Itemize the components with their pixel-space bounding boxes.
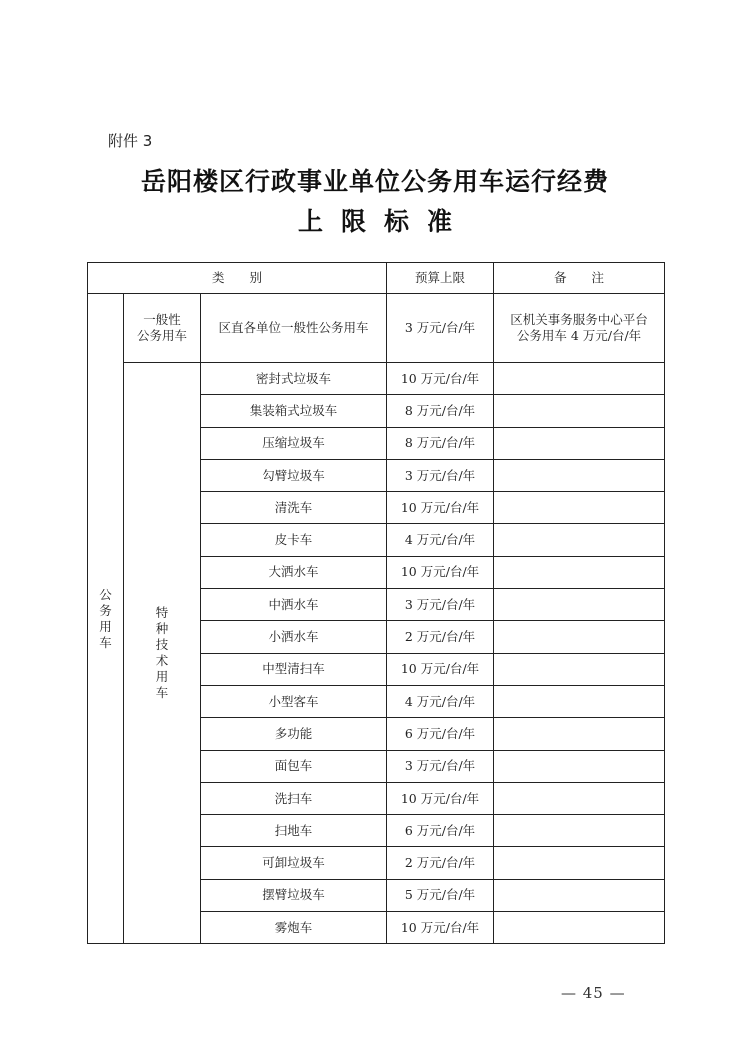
vehicle-name-cell: 勾臂垃圾车 xyxy=(201,459,387,491)
budget-cell: 3 万元/台/年 xyxy=(387,589,494,621)
remark-cell xyxy=(494,363,665,395)
budget-cell: 2 万元/台/年 xyxy=(387,847,494,879)
remark-cell xyxy=(494,653,665,685)
remark-cell xyxy=(494,815,665,847)
general-vehicle-name: 区直各单位一般性公务用车 xyxy=(201,294,387,363)
table-row-general xyxy=(88,294,665,363)
budget-cell: 10 万元/台/年 xyxy=(387,556,494,588)
vehicle-name-cell: 大洒水车 xyxy=(201,556,387,588)
budget-cell: 3 万元/台/年 xyxy=(387,750,494,782)
attachment-label: 附件 3 xyxy=(108,132,153,150)
vehicle-name-cell: 可卸垃圾车 xyxy=(201,847,387,879)
general-remark: 区机关事务服务中心平台 公务用车 4 万元/台/年 xyxy=(494,294,665,363)
remark-cell xyxy=(494,395,665,427)
remark-cell xyxy=(494,782,665,814)
remark-cell xyxy=(494,879,665,911)
table-header-row xyxy=(88,263,665,294)
remark-cell xyxy=(494,427,665,459)
page-number: — 45 — xyxy=(561,984,626,1002)
budget-cell: 10 万元/台/年 xyxy=(387,363,494,395)
general-budget: 3 万元/台/年 xyxy=(387,294,494,363)
budget-cell: 10 万元/台/年 xyxy=(387,653,494,685)
vehicle-name-cell: 小洒水车 xyxy=(201,621,387,653)
budget-cell: 3 万元/台/年 xyxy=(387,459,494,491)
vehicle-name-cell: 集装箱式垃圾车 xyxy=(201,395,387,427)
vehicle-name-cell: 皮卡车 xyxy=(201,524,387,556)
remark-cell xyxy=(494,685,665,717)
budget-standards-table xyxy=(87,262,665,944)
budget-cell: 8 万元/台/年 xyxy=(387,395,494,427)
budget-cell: 8 万元/台/年 xyxy=(387,427,494,459)
group-label-official-vehicles: 公 务 用 车 xyxy=(88,294,124,944)
vehicle-name-cell: 多功能 xyxy=(201,718,387,750)
remark-cell xyxy=(494,459,665,491)
budget-cell: 2 万元/台/年 xyxy=(387,621,494,653)
remark-cell xyxy=(494,556,665,588)
remark-cell xyxy=(494,621,665,653)
header-budget: 预算上限 xyxy=(387,263,494,294)
budget-cell: 6 万元/台/年 xyxy=(387,718,494,750)
group-label-special-vehicles: 特 种 技 术 用 车 xyxy=(124,363,201,944)
budget-cell: 4 万元/台/年 xyxy=(387,685,494,717)
remark-cell xyxy=(494,524,665,556)
remark-cell xyxy=(494,912,665,944)
remark-cell xyxy=(494,492,665,524)
vehicle-name-cell: 洗扫车 xyxy=(201,782,387,814)
budget-cell: 4 万元/台/年 xyxy=(387,524,494,556)
vehicle-name-cell: 中型清扫车 xyxy=(201,653,387,685)
budget-cell: 10 万元/台/年 xyxy=(387,912,494,944)
table-row xyxy=(88,363,665,395)
vehicle-name-cell: 面包车 xyxy=(201,750,387,782)
vehicle-name-cell: 小型客车 xyxy=(201,685,387,717)
budget-cell: 6 万元/台/年 xyxy=(387,815,494,847)
budget-cell: 10 万元/台/年 xyxy=(387,782,494,814)
vehicle-name-cell: 压缩垃圾车 xyxy=(201,427,387,459)
remark-cell xyxy=(494,718,665,750)
vehicle-name-cell: 中洒水车 xyxy=(201,589,387,621)
budget-cell: 10 万元/台/年 xyxy=(387,492,494,524)
vehicle-name-cell: 清洗车 xyxy=(201,492,387,524)
document-title: 岳阳楼区行政事业单位公务用车运行经费 xyxy=(140,167,609,196)
remark-cell xyxy=(494,847,665,879)
general-type-label: 一般性 公务用车 xyxy=(124,294,201,363)
vehicle-name-cell: 扫地车 xyxy=(201,815,387,847)
vehicle-name-cell: 摆臂垃圾车 xyxy=(201,879,387,911)
header-remarks: 备 注 xyxy=(494,263,665,294)
document-subtitle: 上限标准 xyxy=(297,207,470,236)
remark-cell xyxy=(494,750,665,782)
budget-cell: 5 万元/台/年 xyxy=(387,879,494,911)
vehicle-name-cell: 密封式垃圾车 xyxy=(201,363,387,395)
header-category: 类 别 xyxy=(88,263,387,294)
vehicle-name-cell: 雾炮车 xyxy=(201,912,387,944)
remark-cell xyxy=(494,589,665,621)
